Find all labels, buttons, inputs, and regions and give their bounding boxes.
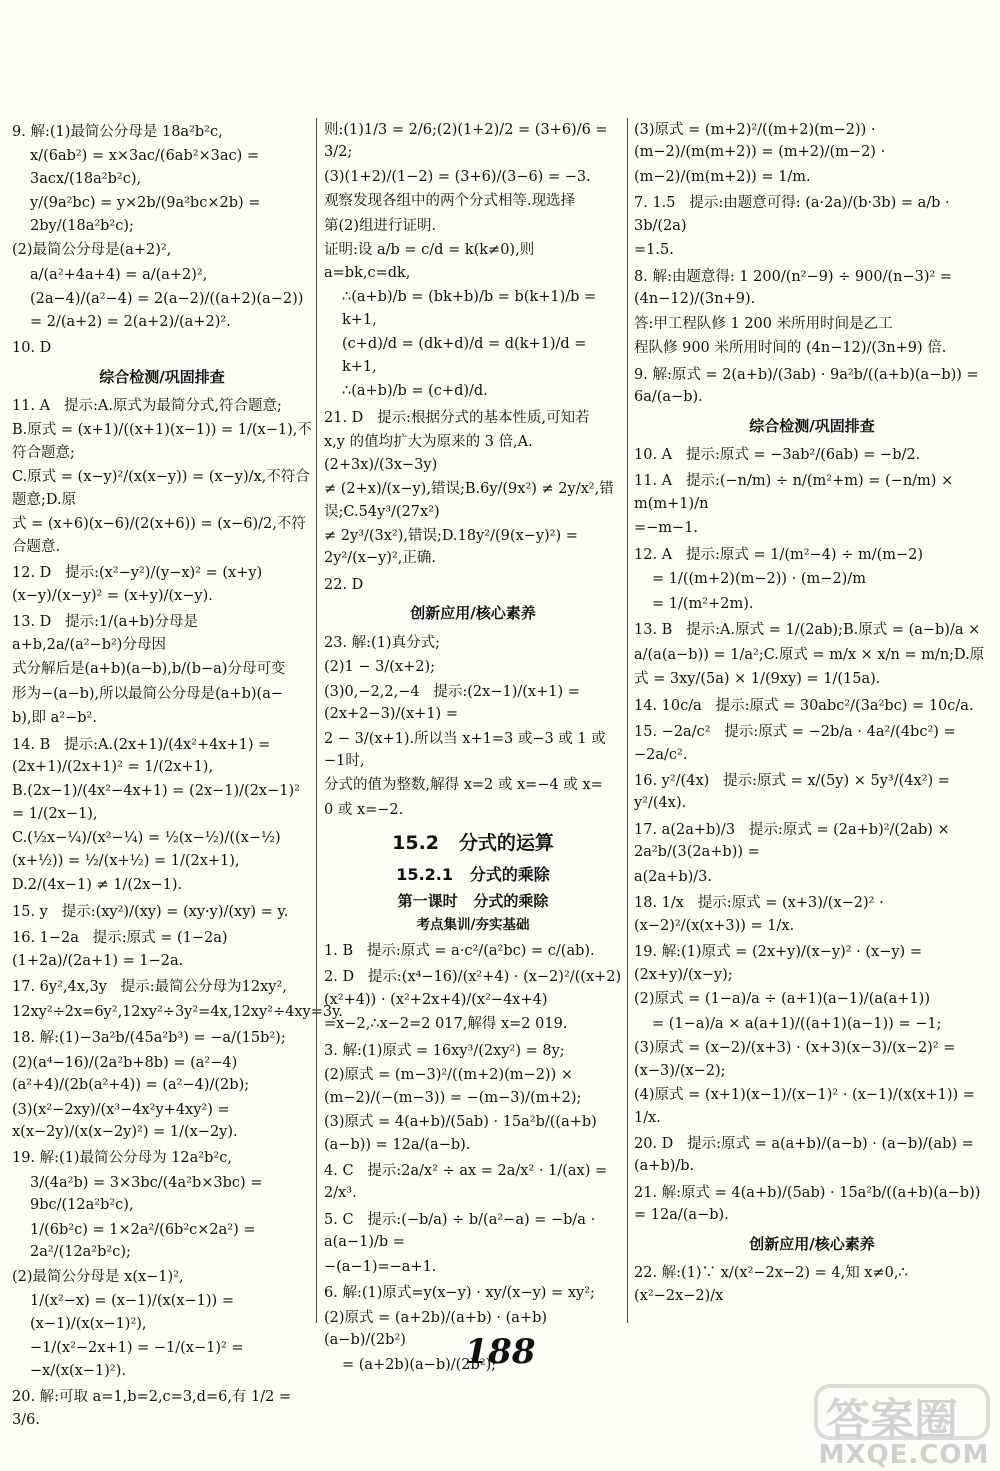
- answer-line: 8. 解:由题意得: 1 200/(n²−9) ÷ 900/(n−3)² = (4n−12)/(3n+9).: [634, 268, 957, 308]
- section-heading: 综合检测/巩固排查: [749, 416, 875, 435]
- answer-line: (3)原式 = (x−2)/(x+3) · (x+3)(x−3)/(x−2)² = (x−3)/(x−2);: [634, 1040, 961, 1079]
- answer-line: 20. 解:可取 a=1,b=2,c=3,d=6,有 1/2 = 3/6.: [12, 1389, 296, 1428]
- answer-line: 9. 解:原式 = 2(a+b)/(3ab) · 9a²b/((a+b)(a−b)) = 6a/(a−b).: [634, 366, 984, 406]
- answer-line: 形为−(a−b),所以最简公分母是(a+b)(a−: [12, 685, 283, 702]
- answer-line: 12. D 提示:(x²−y²)/(y−x)² = (x+y)(x−y)/(x−y)² = (x+y)/(x−y).: [12, 565, 263, 604]
- answer-line: (2)最简公分母是 x(x−1)²,: [12, 1268, 184, 1285]
- watermark-text: 答案圈: [826, 1395, 958, 1446]
- answer-line: 5. C 提示:(−b/a) ÷ b/(a²−a) = −b/a · a(a−1)/b =: [324, 1211, 600, 1251]
- section-heading: 第一课时 分式的乘除: [397, 891, 549, 910]
- answer-line: = 1/((m+2)(m−2)) · (m−2)/m: [652, 571, 866, 588]
- answer-line: −1/(x²−2x+1) = −1/(x−1)² = −x/(x(x−1)²).: [30, 1340, 249, 1379]
- answer-line: (3)原式 = 4(a+b)/(5ab) · 15a²b/((a+b)(a−b)) = 12a/(a−b).: [324, 1114, 597, 1153]
- answer-line: 观察发现各组中的两个分式相等.现选择: [324, 193, 576, 210]
- answer-line: ≠ 2y³/(3x²),错误;D.18y²/(9(x−y)²) = 2y²/(x−y)²,正确.: [324, 527, 583, 567]
- answer-line: (2)原式 = (m−3)²/((m+2)(m−2)) × (m−2)/(−(m−3)) = −(m−3)/(m+2);: [324, 1067, 582, 1106]
- answer-line: a(2a+b)/3.: [634, 868, 712, 885]
- answer-line: 12. A 提示:原式 = 1/(m²−4) ÷ m/(m−2): [634, 546, 924, 563]
- section-heading: 综合检测/巩固排查: [99, 367, 225, 386]
- answer-line: (2)1 − 3/(x+2);: [324, 659, 435, 676]
- answer-line: 16. 1−2a 提示:原式 = (1−2a)(1+2a)/(2a+1) = 1−2a.: [12, 930, 228, 969]
- answer-line: 式分解后是(a+b)(a−b),b/(b−a)分母可变: [12, 661, 286, 678]
- answer-line: 2. D 提示:(x⁴−16)/(x²+4) · (x−2)²/((x+2)(x²+4)) · (x²+2x+4)/(x²−4x+4): [324, 969, 622, 1008]
- answer-line: 11. A 提示:(−n/m) ÷ n/(m²+m) = (−n/m) × m(m+1)/n: [634, 473, 958, 512]
- answer-line: ≠ (2+x)/(x−y),错误;B.6y/(9x²) ≠ 2y/x²,错误;C.54y³/(27x²): [324, 481, 614, 520]
- answer-line: (3)(1+2)/(1−2) = (3+6)/(3−6) = −3.: [324, 168, 591, 185]
- answer-line: 第(2)组进行证明.: [324, 217, 437, 234]
- answer-line: (3)0,−2,2,−4 提示:(2x−1)/(x+1) = (2x+2−3)/(x+1) =: [324, 683, 585, 723]
- answer-line: =x−2,∴x−2=2 017,解得 x=2 019.: [324, 1016, 568, 1033]
- answer-line: 7. 1.5 提示:由题意可得: (a·2a)/(b·3b) = a/b · 3b/(2a): [634, 195, 955, 234]
- answer-line: (4)原式 = (x+1)(x−1)/(x−1)² · (x−1)/(x(x+1)) = 1/x.: [634, 1087, 980, 1126]
- answer-line: 6. 解:(1)原式=y(x−y) · xy/(x−y) = xy²;: [324, 1285, 595, 1302]
- answer-line: B.(2x−1)/(4x²−4x+1) = (2x−1)/(2x−1)² = 1/(2x−1),: [12, 783, 305, 822]
- answer-line: 18. 解:(1)−3a²b/(45a²b³) = −a/(15b²);: [12, 1030, 286, 1047]
- answer-line: 22. 解:(1)∵ x/(x²−2x−2) = 4,知 x≠0,∴ (x²−2x−2)/x: [634, 1265, 913, 1304]
- answer-line: 23. 解:(1)真分式;: [324, 634, 440, 651]
- answer-line: 21. D 提示:根据分式的基本性质,可知若: [324, 409, 590, 426]
- answer-line: −(a−1)=−a+1.: [324, 1258, 437, 1275]
- answer-line: B.原式 = (x+1)/((x+1)(x−1)) = 1/(x−1),不符合题意;: [12, 422, 312, 461]
- answer-line: 15. y 提示:(xy²)/(xy) = (xy·y)/(xy) = y.: [12, 903, 289, 920]
- answer-line: = 1/(m²+2m).: [652, 595, 754, 612]
- answer-line: 3. 解:(1)原式 = 16xy³/(2xy²) = 8y;: [324, 1042, 565, 1059]
- answer-line: D.2/(4x−1) ≠ 1/(2x−1).: [12, 877, 183, 894]
- section-heading: 创新应用/核心素养: [410, 604, 536, 623]
- answer-line: x/(6ab²) = x×3ac/(6ab²×3ac) = 3acx/(18a²b²c),: [30, 148, 264, 187]
- answer-line: 17. 6y²,4x,3y 提示:最简公分母为12xy²,: [12, 979, 287, 996]
- answer-line: 13. D 提示:1/(a+b)分母是 a+b,2a/(a²−b²)分母因: [12, 614, 203, 653]
- answer-line: 21. 解:原式 = 4(a+b)/(5ab) · 15a²b/((a+b)(a−b)) = 12a/(a−b).: [634, 1184, 985, 1224]
- answer-line: 18. 1/x 提示:原式 = (x+3)/(x−2)² · (x−2)²/(x(x+3)) = 1/x.: [634, 895, 889, 934]
- answer-line: (2)原式 = (a+2b)/(a+b) · (a+b)(a−b)/(2b²): [324, 1309, 548, 1349]
- answer-line: y/(9a²bc) = y×2b/(9a²bc×2b) = 2by/(18a²b²c);: [30, 195, 266, 234]
- answer-line: = (1−a)/a × a(a+1)/((a+1)(a−1)) = −1;: [652, 1015, 942, 1032]
- answer-line: 16. y²/(4x) 提示:原式 = x/(5y) × 5y³/(4x²) = y²/(4x).: [634, 772, 955, 812]
- answer-line: 22. D: [324, 576, 364, 593]
- answer-line: 12xy²÷2x=6y²,12xy²÷3y²=4x,12xy²÷4xy=3y.: [12, 1003, 343, 1020]
- answer-line: (2a−4)/(a²−4) = 2(a−2)/((a+2)(a−2)) = 2/(a+2) = 2(a+2)/(a+2)².: [30, 291, 308, 330]
- answer-line: 9. 解:(1)最简公分母是 18a²b²c,: [12, 124, 223, 140]
- answer-line: C.(½x−¼)/(x²−¼) = ½(x−½)/((x−½)(x+½)) = ½/(x+½) = 1/(2x+1),: [12, 830, 281, 869]
- answer-line: 15. −2a/c² 提示:原式 = −2b/a · 4a²/(4bc²) = −2a/c².: [634, 724, 961, 763]
- answer-line: C.原式 = (x−y)²/(x(x−y)) = (x−y)/x,不符合题意;D.原: [12, 469, 310, 508]
- answer-line: ∴(a+b)/b = (c+d)/d.: [342, 383, 488, 400]
- page-number: 188: [464, 1332, 536, 1372]
- answer-line: x,y 的值均扩大为原来的 3 倍,A.(2+3x)/(3x−3y): [324, 434, 533, 473]
- answer-line: 1/(6b²c) = 1×2a²/(6b²c×2a²) = 2a²/(12a²b²c);: [30, 1221, 261, 1261]
- answer-line: (c+d)/d = (dk+d)/d = d(k+1)/d = k+1,: [342, 336, 592, 375]
- answer-line: (3)原式 = (m+2)²/((m+2)(m−2)) · (m−2)/(m(m+2)) = (m+2)/(m−2) ·: [634, 122, 886, 161]
- column-divider: [627, 118, 628, 1323]
- answer-line: 则:(1)1/3 = 2/6;(2)(1+2)/2 = (3+6)/6 = 3/2;: [324, 122, 613, 161]
- answer-line: 10. D: [12, 340, 52, 357]
- answer-line: 19. 解:(1)最简公分母为 12a²b²c,: [12, 1150, 232, 1167]
- section-heading: 15.2.1 分式的乘除: [396, 864, 550, 884]
- answer-line: (2)原式 = (1−a)/a ÷ (a+1)(a−1)/(a(a+1)): [634, 991, 930, 1008]
- answer-line: =−m−1.: [634, 520, 699, 537]
- answer-line: 2 − 3/(x+1).所以当 x+1=3 或−3 或 1 或−1时,: [324, 730, 606, 769]
- answer-column-left: [12, 118, 343, 1428]
- section-heading: 创新应用/核心素养: [749, 1234, 875, 1253]
- section-heading: 15.2 分式的运算: [392, 832, 554, 855]
- answer-line: 14. B 提示:A.(2x+1)/(4x²+4x+1) = (2x+1)/(2x+1)² = 1/(2x+1),: [12, 736, 275, 775]
- answer-line: 式 = 3xy/(5a) × 1/(9xy) = 1/(15a).: [634, 671, 881, 688]
- section-heading: 考点集训/夯实基础: [416, 916, 530, 933]
- answer-line: 答:甲工程队修 1 200 米所用时间是乙工: [634, 315, 893, 332]
- answer-line: 1. B 提示:原式 = a·c²/(a²bc) = c/(ab).: [324, 942, 595, 959]
- answer-line: a/(a²+4a+4) = a/(a+2)²,: [30, 266, 208, 283]
- answer-line: 3/(4a²b) = 3×3bc/(4a²b×3bc) = 9bc/(12a²b²c),: [30, 1174, 268, 1214]
- answer-line: =1.5.: [634, 242, 674, 259]
- answer-line: 11. A 提示:A.原式为最简分式,符合题意;: [12, 397, 282, 414]
- answer-line: 14. 10c/a 提示:原式 = 30abc²/(3a²bc) = 10c/a.: [634, 697, 974, 714]
- answer-line: a/(a(a−b)) = 1/a²;C.原式 = m/x × x/n = m/n;D.原: [634, 646, 985, 663]
- answer-line: 证明:设 a/b = c/d = k(k≠0),则 a=bk,c=dk,: [324, 242, 539, 281]
- answer-line: 10. A 提示:原式 = −3ab²/(6ab) = −b/2.: [634, 446, 921, 463]
- answer-line: (2)(a⁴−16)/(2a²b+8b) = (a²−4)(a²+4)/(2b(a²+4)) = (a²−4)/(2b);: [12, 1054, 250, 1094]
- answer-line: (m−2)/(m(m+2)) = 1/m.: [634, 168, 811, 185]
- answer-line: (3)(x²−2xy)/(x³−4x²y+4xy²) = x(x−2y)/(x(x−2y)²) = 1/(x−2y).: [12, 1101, 238, 1140]
- answer-line: 19. 解:(1)原式 = (2x+y)/(x−y)² · (x−y) = (2x+y)/(x−y);: [634, 944, 927, 983]
- answer-line: (2)最简公分母是(a+2)²,: [12, 242, 172, 259]
- answer-line: b),即 a²−b².: [12, 710, 97, 727]
- watermark-site: MXQE.COM: [818, 1440, 990, 1470]
- answer-column-right: [634, 118, 990, 1323]
- answer-line: 分式的值为整数,解得 x=2 或 x=−4 或 x=: [324, 777, 603, 794]
- answer-line: 13. B 提示:A.原式 = 1/(2ab);B.原式 = (a−b)/a ×: [634, 622, 981, 639]
- answer-line: ∴(a+b)/b = (bk+b)/b = b(k+1)/b = k+1,: [342, 289, 601, 328]
- answer-line: 1/(x²−x) = (x−1)/(x(x−1)) = (x−1)/(x(x−1)²),: [30, 1293, 239, 1332]
- answer-line: 17. a(2a+b)/3 提示:原式 = (2a+b)²/(2ab) × 2a²b/(3(2a+b)) =: [634, 821, 955, 861]
- answer-line: 0 或 x=−2.: [324, 801, 404, 818]
- answer-line: 4. C 提示:2a/x² ÷ ax = 2a/x² · 1/(ax) = 2/x³.: [324, 1163, 612, 1202]
- column-divider: [316, 118, 317, 1323]
- answer-line: 式 = (x+6)(x−6)/(2(x+6)) = (x−6)/2,不符合题意.: [12, 516, 306, 555]
- answer-line: = (a+2b)(a−b)/(2b²);: [342, 1356, 497, 1373]
- answer-line: 程队修 900 米所用时间的 (4n−12)/(3n+9) 倍.: [634, 340, 947, 357]
- answer-line: 20. D 提示:原式 = a(a+b)/(a−b) · (a−b)/(ab) = (a+b)/b.: [634, 1136, 979, 1175]
